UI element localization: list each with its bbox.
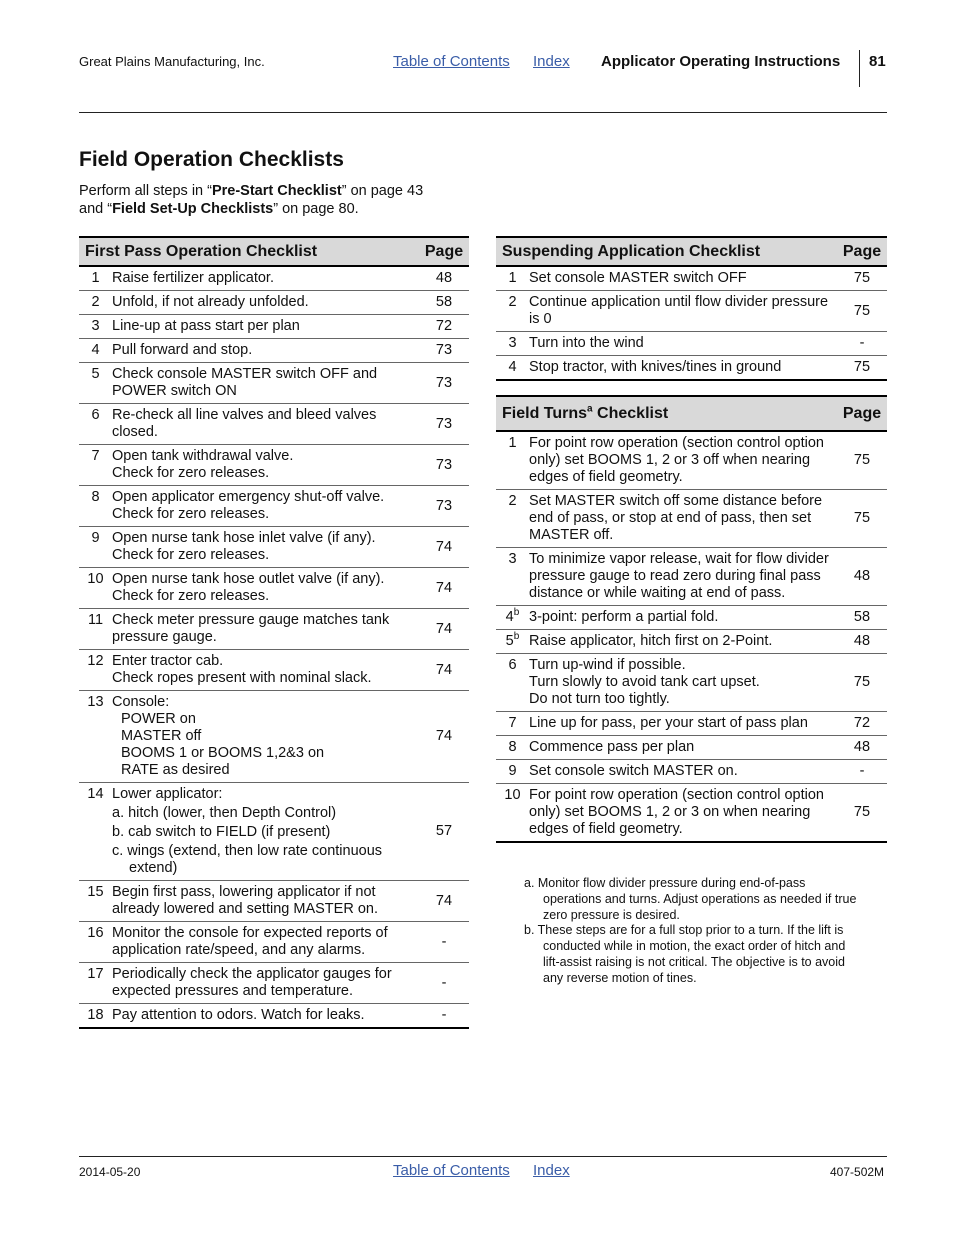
footnote-b: b. These steps are for a full stop prior to a turn. If the lift is conducted while in motion, the exact order of hitch and lift-assist raising is not critical. The objective is to avoid any reverse motion of tines. <box>524 923 846 985</box>
footnote-a: a. Monitor flow divider pressure during end-of-pass operations and turns. Adjust operations as needed if true zero pressure is desired. <box>524 876 857 922</box>
table-row: 9 Set console switch MASTER on. - <box>496 760 887 784</box>
table-row: 17 Periodically check the applicator gauges for expected pressures and temperature. - <box>79 963 469 1004</box>
header-divider <box>859 50 860 87</box>
table-row: 1 For point row operation (section control option only) set BOOMS 1, 2 or 3 off when nearing edges of field geometry. 75 <box>496 431 887 490</box>
manual-title: Applicator Operating Instructions <box>601 53 841 70</box>
page-column-header: Page <box>837 237 887 266</box>
page-column-header: Page <box>837 396 887 431</box>
table-row: 8 Commence pass per plan 48 <box>496 736 887 760</box>
field-setup-checklists-ref: Field Set-Up Checklists <box>112 200 274 217</box>
table-row: 9 Open nurse tank hose inlet valve (if any). Check for zero releases. 74 <box>79 527 469 568</box>
table-row: 3 To minimize vapor release, wait for flow divider pressure gauge to read zero during final pass distance or while waiting at end of pass. 48 <box>496 548 887 606</box>
table-row: 1 Raise fertilizer applicator. 48 <box>79 266 469 291</box>
table-row: 8 Open applicator emergency shut-off valve. Check for zero releases. 73 <box>79 486 469 527</box>
table-row: 15 Begin first pass, lowering applicator if not already lowered and setting MASTER on. 74 <box>79 881 469 922</box>
table-title: Field Turns$^a$ Checklist <box>496 396 837 431</box>
table-row: 10 Open nurse tank hose outlet valve (if any). Check for zero releases. 74 <box>79 568 469 609</box>
footer-rule <box>79 1156 887 1157</box>
header-rule <box>79 112 887 113</box>
footer-date: 2014-05-20 <box>79 1165 141 1179</box>
table-row: 2 Set MASTER switch off some distance before end of pass, or stop at end of pass, then set MASTER off. 75 <box>496 490 887 548</box>
table-row: 5 Check console MASTER switch OFF and POWER switch ON 73 <box>79 363 469 404</box>
table-row: 4$^b$ 3-point: perform a partial fold. 58 <box>496 606 887 630</box>
footer-doc-number: 407-502M <box>830 1165 885 1179</box>
table-row: 6 Turn up-wind if possible. Turn slowly to avoid tank cart upset. Do not turn too tightly. 75 <box>496 654 887 712</box>
table-row: 4 Stop tractor, with knives/tines in ground 75 <box>496 356 887 381</box>
suspending-application-checklist-table <box>496 236 887 381</box>
table-row: 3 Turn into the wind - <box>496 332 887 356</box>
table-row: 13 Console: POWER on MASTER off BOOMS 1 or BOOMS 1,2&3 on RATE as desired 74 <box>79 691 469 783</box>
table-row: 7 Open tank withdrawal valve. Check for zero releases. 73 <box>79 445 469 486</box>
table-title: Suspending Application Checklist <box>496 237 837 266</box>
footer-index-link[interactable]: Index <box>533 1162 570 1179</box>
table-row: 6 Re-check all line valves and bleed valves closed. 73 <box>79 404 469 445</box>
page-number: 81 <box>869 53 886 70</box>
intro-paragraph: Perform all steps in “Pre-Start Checklist” on page 43 and “Field Set-Up Checklists” on page 80. <box>79 183 424 217</box>
table-footnotes <box>520 876 860 987</box>
table-row: 14 Lower applicator: a. hitch (lower, then Depth Control) b. cab switch to FIELD (if present) c. wings (extend, then low rate continuous extend) 57 <box>79 783 469 881</box>
table-row: 1 Set console MASTER switch OFF 75 <box>496 266 887 291</box>
table-row: 7 Line up for pass, per your start of pass plan 72 <box>496 712 887 736</box>
first-pass-checklist-table <box>79 236 469 1029</box>
table-header-row <box>496 396 887 431</box>
table-header-row <box>496 237 887 266</box>
table-row: 16 Monitor the console for expected reports of application rate/speed, and any alarms. - <box>79 922 469 963</box>
page-column-header: Page <box>419 237 469 266</box>
table-header-row <box>79 237 469 266</box>
header-index-link[interactable]: Index <box>533 53 570 70</box>
footer-toc-link[interactable]: Table of Contents <box>393 1162 510 1179</box>
table-row: 10 For point row operation (section control option only) set BOOMS 1, 2 or 3 on when nearing edges of field geometry. 75 <box>496 784 887 843</box>
pre-start-checklist-ref: Pre-Start Checklist <box>211 183 342 199</box>
header-toc-link[interactable]: Table of Contents <box>393 53 510 70</box>
field-turns-checklist-table <box>496 395 887 843</box>
table-row: 3 Line-up at pass start per plan 72 <box>79 315 469 339</box>
table-row: 2 Unfold, if not already unfolded. 58 <box>79 291 469 315</box>
table-row: 5$^b$ Raise applicator, hitch first on 2-Point. 48 <box>496 630 887 654</box>
company-name: Great Plains Manufacturing, Inc. <box>79 54 265 69</box>
table-row: 4 Pull forward and stop. 73 <box>79 339 469 363</box>
table-title: First Pass Operation Checklist <box>79 237 419 266</box>
table-row: 12 Enter tractor cab. Check ropes present with nominal slack. 74 <box>79 650 469 691</box>
page-title: Field Operation Checklists <box>79 148 344 171</box>
table-row: 11 Check meter pressure gauge matches tank pressure gauge. 74 <box>79 609 469 650</box>
table-row: 18 Pay attention to odors. Watch for leaks. - <box>79 1004 469 1029</box>
table-row: 2 Continue application until flow divider pressure is 0 75 <box>496 291 887 332</box>
